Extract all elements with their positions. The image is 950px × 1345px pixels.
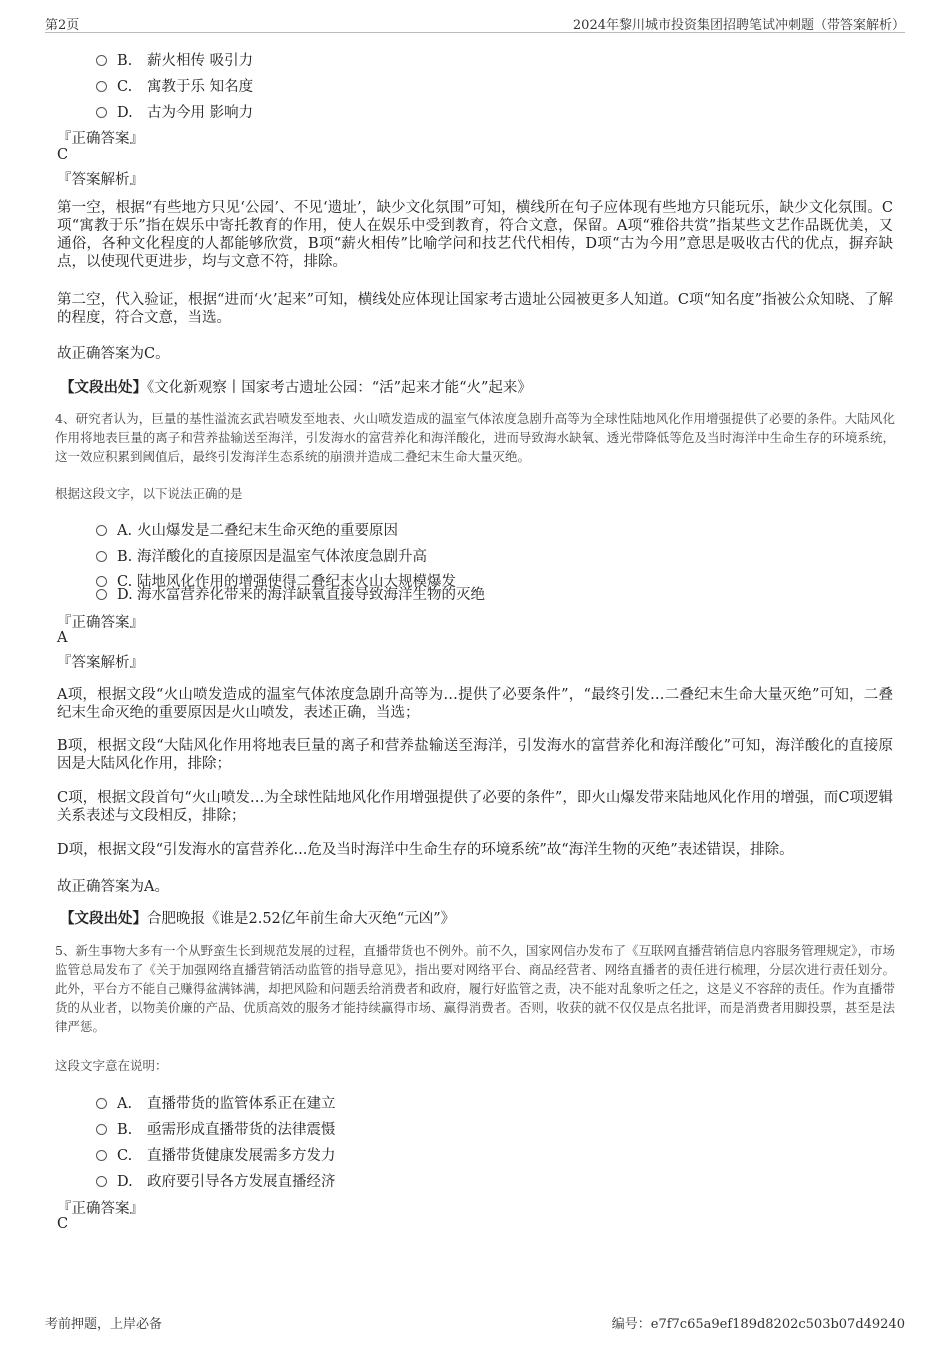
radio-icon[interactable]: [96, 81, 107, 92]
q3-answer: C: [57, 147, 69, 163]
q3-option-d[interactable]: D. 古为今用 影响力: [96, 101, 253, 122]
q3-option-c[interactable]: C. 寓教于乐 知名度: [96, 75, 253, 96]
radio-icon[interactable]: [96, 1098, 107, 1109]
q4-analysis-label: 『答案解析』: [57, 655, 144, 671]
q4-analysis-b: B项，根据文段“大陆风化作用将地表巨量的离子和营养盐输送至海洋，引发海水的富营养化和海洋酸化”可知，海洋酸化的直接原因是大陆风化作用，排除；: [57, 738, 893, 772]
page-header: [45, 12, 905, 33]
page-number: 第2页: [45, 18, 80, 33]
radio-icon[interactable]: [96, 551, 107, 562]
radio-icon[interactable]: [96, 589, 107, 600]
document-title: 2024年黎川城市投资集团招聘笔试冲刺题（带答案解析）: [572, 18, 905, 33]
q4-source: 【文段出处】合肥晚报《谁是2.52亿年前生命大灭绝“元凶”》: [60, 910, 456, 927]
q4-option-a[interactable]: A. 火山爆发是二叠纪末生命灭绝的重要原因: [96, 519, 398, 540]
q4-analysis-d: D项，根据文段“引发海水的富营养化...危及当时海洋中生命生存的环境系统”故“海洋生物的灭绝”表述错误，排除。: [57, 842, 794, 858]
q5-option-c[interactable]: C. 直播带货健康发展需多方发力: [96, 1144, 336, 1165]
q3-analysis-label: 『答案解析』: [57, 172, 144, 188]
radio-icon[interactable]: [96, 1176, 107, 1187]
q4-conclusion: 故正确答案为A。: [57, 879, 169, 895]
q5-option-a[interactable]: A. 直播带货的监管体系正在建立: [96, 1092, 336, 1113]
q5-prompt: 这段文字意在说明：: [55, 1058, 168, 1073]
q5-answer-label: 『正确答案』: [57, 1201, 144, 1217]
q4-option-c[interactable]: C. 陆地风化作用的增强使得二叠纪末火山大规模爆发: [96, 570, 456, 591]
q4-analysis-a: A项，根据文段“火山喷发造成的温室气体浓度急剧升高等为…提供了必要条件”，“最终引发…二叠纪末生命大量灭绝”可知，二叠纪末生命灭绝的重要原因是火山喷发，表述正确，当选；: [57, 687, 893, 721]
q3-answer-label: 『正确答案』: [57, 131, 144, 147]
radio-icon[interactable]: [96, 1124, 107, 1135]
q4-stem: 4、研究者认为，巨量的基性溢流玄武岩喷发至地表、火山喷发造成的温室气体浓度急剧升高等为全球性陆地风化作用增强提供了必要的条件。大陆风化作用将地表巨量的离子和营养盐输送至海洋，引发海水的富营养化和海洋酸化，进而导致海水缺氧、透光带降低等危及当时海洋中生命生存的环境系统，这一效应积累到阈值后，最终引发海洋生态系统的崩溃并造成二叠纪末生命大量灭绝。: [55, 411, 895, 464]
q5-stem: 5、新生事物大多有一个从野蛮生长到规范发展的过程，直播带货也不例外。前不久，国家网信办发布了《互联网直播营销信息内容服务管理规定》，市场监管总局发布了《关于加强网络直播营销活动监管的指导意见》，指出要对网络平台、商品经营者、网络直播者的责任进行梳理，分层次进行责任划分。此外，平台方不能自己赚得盆满钵满，却把风险和问题丢给消费者和政府，履行好监管之责，决不能对乱象听之任之，这是义不容辞的责任。作为直播带货的从业者，以物美价廉的产品、优质高效的服务才能持续赢得市场、赢得消费者。否则，收获的就不仅仅是点名批评，而是消费者用脚投票，甚至是法律严惩。: [55, 943, 895, 1034]
q3-analysis-para-1: 第一空，根据“有些地方只见‘公园’、不见‘遗址’，缺少文化氛围”可知，横线所在句子应体现有些地方只能玩乐，缺少文化氛围。C项“寓教于乐”指在娱乐中寄托教育的作用，使人在娱乐中受到教育，符合文意，保留。A项“雅俗共赏”指某些文艺作品既优美，又通俗，各种文化程度的人都能够欣赏，B项“薪火相传”比喻学问和技艺代代相传，D项“古为今用”意思是吸收古代的优点，摒弃缺点，以使现代更进步，均与文意不符，排除。: [57, 200, 893, 270]
radio-icon[interactable]: [96, 55, 107, 66]
q3-analysis-para-2: 第二空，代入验证，根据“进而‘火’起来”可知，横线处应体现让国家考古遗址公园被更多人知道。C项“知名度”指被公众知晓、了解的程度，符合文意，当选。: [57, 292, 893, 326]
radio-icon[interactable]: [96, 1150, 107, 1161]
q4-answer: A: [57, 630, 68, 646]
footer-serial: 编号：e7f7c65a9ef189d8202c503b07d49240: [611, 1317, 905, 1332]
q5-option-d[interactable]: D. 政府要引导各方发展直播经济: [96, 1170, 336, 1191]
footer-slogan: 考前押题，上岸必备: [45, 1317, 163, 1332]
q4-option-b[interactable]: B. 海洋酸化的直接原因是温室气体浓度急剧升高: [96, 545, 427, 566]
q3-conclusion: 故正确答案为C。: [57, 346, 170, 362]
q3-option-b[interactable]: B. 薪火相传 吸引力: [96, 49, 253, 70]
q4-answer-label: 『正确答案』: [57, 615, 144, 631]
radio-icon[interactable]: [96, 525, 107, 536]
q5-answer: C: [57, 1216, 69, 1232]
q4-option-d[interactable]: D. 海水富营养化带来的海洋缺氧直接导致海洋生物的灭绝: [96, 583, 485, 604]
q3-source: 【文段出处】《文化新观察丨国家考古遗址公园：“活”起来才能“火”起来》: [60, 379, 532, 396]
radio-icon[interactable]: [96, 107, 107, 118]
q4-analysis-c: C项，根据文段首句“火山喷发…为全球性陆地风化作用增强提供了必要的条件”，即火山爆发带来陆地风化作用的增强，而C项逻辑关系表述与文段相反，排除；: [57, 790, 893, 824]
q5-option-b[interactable]: B. 亟需形成直播带货的法律震慑: [96, 1118, 336, 1139]
q4-prompt: 根据这段文字，以下说法正确的是: [55, 486, 243, 501]
